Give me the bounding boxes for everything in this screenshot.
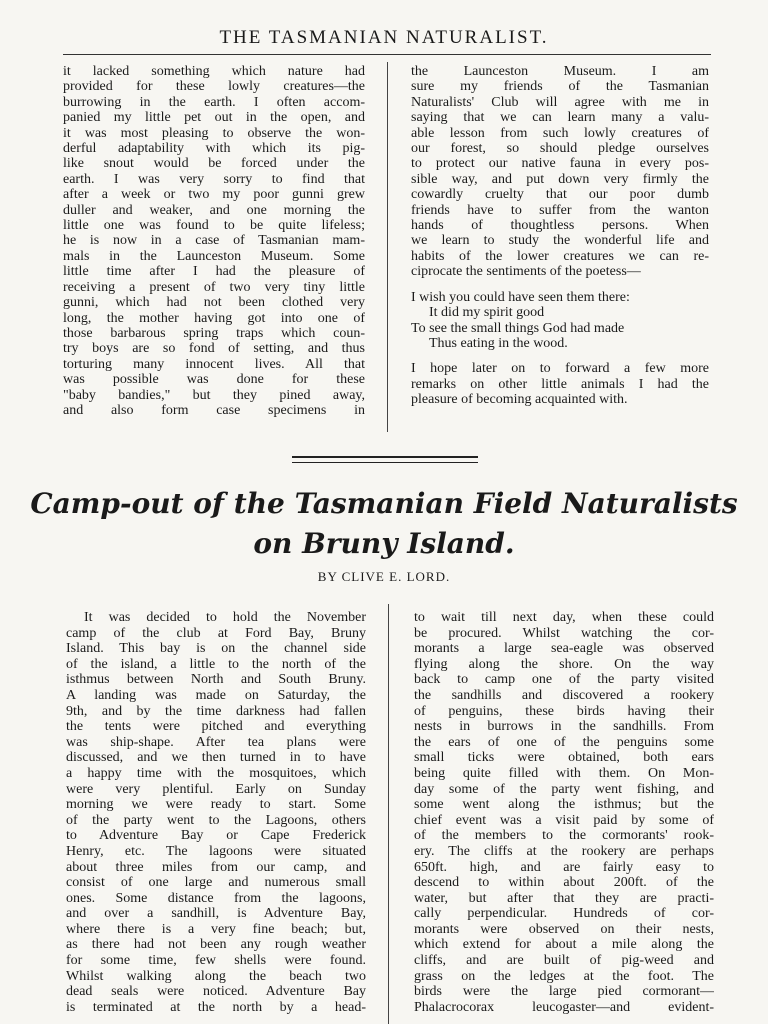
body-line: little one was found to be quite lifeless;: [63, 218, 365, 234]
header-rule: [63, 54, 711, 55]
section-rule: [292, 456, 478, 458]
body-line: our forest, so should pledge ourselves: [411, 141, 709, 157]
article-line: to wait till next day, when these could: [414, 610, 714, 625]
article-line: chief event was a visit paid by some of: [414, 812, 714, 828]
article-line: Island. This bay is on the channel side: [66, 641, 366, 657]
body-line: we learn to study the wonderful life and: [411, 233, 709, 249]
body-line: mals in the Launceston Museum. Some: [63, 248, 365, 264]
article-line: day some of the party went fishing, and: [414, 781, 714, 797]
body-line: burrowing in the earth. I often accom-: [63, 94, 365, 110]
article-line: which extend for about a mile along the: [414, 937, 714, 953]
body-line: was possible was done for these: [63, 372, 365, 388]
article-line: 650ft. high, and are fairly easy to: [414, 859, 714, 875]
article-line: descend to within about 200ft. of the: [414, 875, 714, 891]
top-column-divider: [387, 62, 388, 432]
body-line: it was most pleasing to observe the won-: [63, 125, 365, 141]
article-line: the sandhills and discovered a rookery: [414, 687, 714, 703]
body-line: it lacked something which nature had: [63, 64, 365, 79]
article-line: of the party went to the Lagoons, others: [66, 812, 366, 828]
body-line: sure my friends of the Tasmanian: [411, 79, 709, 95]
body-line: Naturalists' Club will agree with me in: [411, 94, 709, 110]
article-line: birds were the large pied cormorant—: [414, 984, 714, 1000]
article-line: camp of the club at Ford Bay, Bruny: [66, 625, 366, 641]
article-line: morning we were ready to start. Some: [66, 797, 366, 813]
body-line: friends have to suffer from the wanton: [411, 202, 709, 218]
article-line: to Adventure Bay or Cape Frederick: [66, 828, 366, 844]
article-line: morants a large sea-eagle was observed: [414, 641, 714, 657]
top-left-column: [63, 64, 365, 418]
article-line: flying along the shore. On the way: [414, 656, 714, 672]
body-line: hands of thoughtless persons. When: [411, 218, 709, 234]
body-line: sible way, and put down very firmly the: [411, 171, 709, 187]
article-line: of the members to the cormorants' rook-: [414, 828, 714, 844]
article-line: small ticks were obtained, both ears: [414, 750, 714, 766]
article-line: of penguins, these birds having their: [414, 703, 714, 719]
article-line: be procured. Whilst watching the cor-: [414, 625, 714, 641]
article-line: the ears of one of the penguins some: [414, 734, 714, 750]
poem-line: I wish you could have seen them there:: [411, 289, 630, 305]
body-line: panied my little pet out in the open, and: [63, 110, 365, 126]
body-line: to protect our native fauna in every pos-: [411, 156, 709, 172]
article-line: ery. The cliffs at the rookery are perhaps: [414, 843, 714, 859]
body-line: remarks on other little animals I had the: [411, 376, 709, 392]
body-line: pleasure of becoming acquainted with.: [411, 392, 628, 408]
article-line: water, but after that they are practi-: [414, 890, 714, 906]
article-line: some went along the isthmus; but the: [414, 797, 714, 813]
article-line: the tents were pitched and everything: [66, 719, 366, 735]
poem-line: Thus eating in the wood.: [429, 335, 568, 351]
running-header: THE TASMANIAN NATURALIST.: [219, 27, 549, 48]
article-line: Henry, etc. The lagoons were situated: [66, 843, 366, 859]
body-line: he is now in a case of Tasmanian mam-: [63, 233, 365, 249]
article-line: ones. Some distance from the lagoons,: [66, 890, 366, 906]
article-column-divider: [388, 604, 389, 1024]
article-line: where there is a very fine beach; but,: [66, 921, 366, 937]
body-line: long, the mother having got into one of: [63, 310, 365, 326]
body-line: those barbarous spring traps which coun-: [63, 325, 365, 341]
article-line: Whilst walking along the beach two: [66, 968, 366, 984]
body-line: cowardly cruelty that our poor dumb: [411, 187, 709, 203]
article-line: is terminated at the north by a head-: [66, 999, 366, 1015]
article-line: 9th, and by the time darkness had fallen: [66, 703, 366, 719]
article-line: Phalacrocorax leucogaster—and evident-: [414, 999, 714, 1015]
body-line: the Launceston Museum. I am: [411, 64, 709, 79]
article-line: cliffs, and are built of pig-weed and: [414, 953, 714, 969]
body-line: saying that we can learn many a valu-: [411, 110, 709, 126]
article-line: discussed, and we then turned in to have: [66, 750, 366, 766]
article-line: consist of one large and numerous small: [66, 875, 366, 891]
article-line: It was decided to hold the November: [84, 610, 366, 625]
body-line: and also form case specimens in: [63, 402, 365, 418]
article-line: isthmus between North and South Bruny.: [66, 672, 366, 688]
body-line: earth. I was very sorry to find that: [63, 171, 365, 187]
body-line: after a week or two my poor gunni grew: [63, 187, 365, 203]
article-line: of the island, a little to the north of the: [66, 656, 366, 672]
body-line: duller and weaker, and one morning the: [63, 202, 365, 218]
body-line: "baby bandies," but they pined away,: [63, 387, 365, 403]
poem: [411, 290, 709, 352]
article-line: for some time, few shells were found.: [66, 953, 366, 969]
body-line: derful adaptability with which its pig-: [63, 141, 365, 157]
article-line: back to camp one of the party visited: [414, 672, 714, 688]
top-right-column: [411, 64, 709, 408]
article-line: morants were observed on their nests,: [414, 921, 714, 937]
article-line: cally perpendicular. Hundreds of cor-: [414, 906, 714, 922]
section-rule-thin: [292, 462, 478, 463]
article-line: were very plentiful. Early on Sunday: [66, 781, 366, 797]
article-line: was ship-shape. After tea plans were: [66, 734, 366, 750]
body-line: ciprocate the sentiments of the poetess—: [411, 264, 641, 280]
article-title-line-1: Camp-out of the Tasmanian Field Naturalists: [30, 487, 738, 520]
body-line: provided for these lowly creatures—the: [63, 79, 365, 95]
body-line: receiving a present of two very tiny little: [63, 279, 365, 295]
article-line: grass on the ledges at the foot. The: [414, 968, 714, 984]
byline: BY CLIVE E. LORD.: [317, 569, 451, 584]
article-title-line-2: on Bruny Island.: [253, 527, 515, 560]
article-line: and over a sandhill, is Adventure Bay,: [66, 906, 366, 922]
body-line: gunni, which had not been clothed very: [63, 295, 365, 311]
article-line: a happy time with the mosquitoes, which: [66, 765, 366, 781]
article-line: dead seals were noticed. Adventure Bay: [66, 984, 366, 1000]
body-line: try boys are so fond of setting, and thus: [63, 341, 365, 357]
body-line: torturing many innocent lives. All that: [63, 356, 365, 372]
poem-line: To see the small things God had made: [411, 320, 625, 336]
article-right-column: [414, 610, 714, 1015]
article-line: A landing was made on Saturday, the: [66, 687, 366, 703]
article-line: being quite filled with them. On Mon-: [414, 765, 714, 781]
body-line: able lesson from such lowly creatures of: [411, 125, 709, 141]
body-line: I hope later on to forward a few more: [411, 361, 709, 377]
body-line: like snout would be forced under the: [63, 156, 365, 172]
body-line: habits of the lower creatures we can re-: [411, 248, 709, 264]
article-line: as there had not been any rough weather: [66, 937, 366, 953]
body-line: little time after I had the pleasure of: [63, 264, 365, 280]
article-line: nests in burrows in the sandhills. From: [414, 719, 714, 735]
article-line: about three miles from our camp, and: [66, 859, 366, 875]
article-left-column: [66, 610, 366, 1015]
poem-line: It did my spirit good: [429, 305, 545, 321]
